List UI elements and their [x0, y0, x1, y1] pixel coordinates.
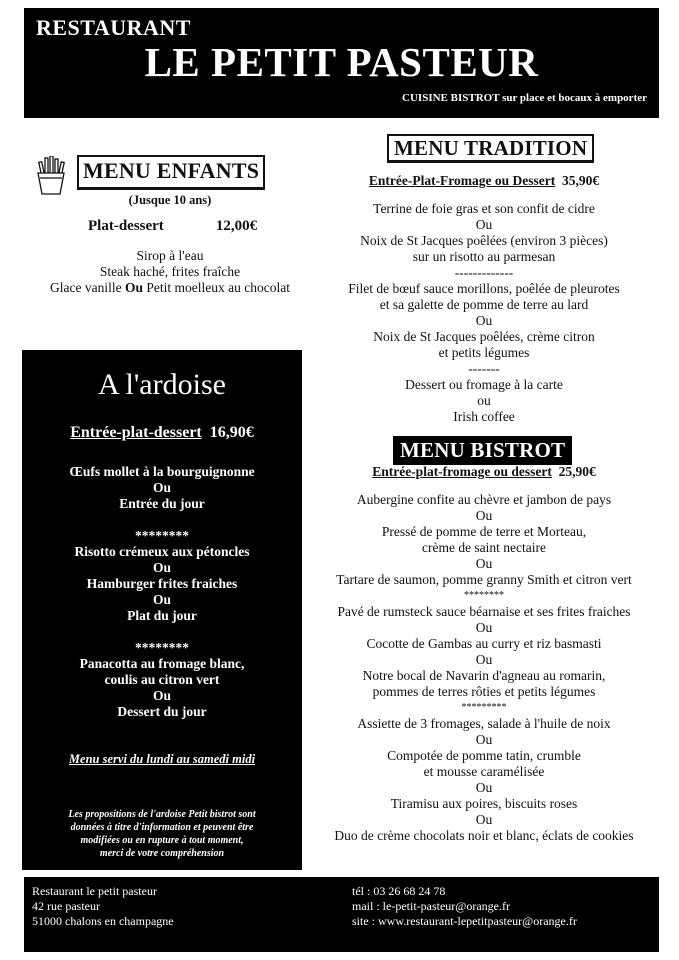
- ardoise-service-note: Menu servi du lundi au samedi midi: [68, 752, 256, 766]
- menu-item: Sirop à l'eau: [136, 248, 204, 263]
- menu-bistrot-items: [326, 492, 642, 844]
- ardoise-panel: [22, 350, 302, 870]
- footer-banner: [24, 877, 659, 952]
- menu-bistrot-title: MENU BISTROT: [393, 436, 572, 465]
- menu-line: Pavé de rumsteck sauce béarnaise et ses frites fraiches: [337, 604, 631, 619]
- menu-line: Tiramisu aux poires, biscuits roses: [390, 796, 578, 811]
- menu-line: Terrine de foie gras et son confit de cidre: [373, 201, 595, 216]
- menu-line: Irish coffee: [453, 409, 515, 424]
- menu-enfants-title: MENU ENFANTS: [77, 155, 265, 190]
- menu-separator: *********: [461, 702, 507, 713]
- ardoise-price-row: [22, 424, 302, 442]
- menu-line: ********: [135, 528, 189, 543]
- menu-line: Ou: [475, 780, 493, 795]
- menu-line: Ou: [475, 556, 493, 571]
- menu-line: et sa galette de pomme de terre au lard: [379, 297, 589, 312]
- disclaimer-line: Les propositions de l'ardoise Petit bistrot sont: [68, 809, 256, 820]
- ardoise-dishes: [22, 464, 302, 720]
- dessert-option-a: Glace vanille: [50, 280, 122, 295]
- menu-tradition-price-row: [326, 173, 642, 189]
- menu-line: Noix de St Jacques poêlées, crème citron: [373, 329, 595, 344]
- menu-item-dessert: [20, 280, 320, 296]
- menu-enfants-price: 12,00€: [215, 218, 258, 234]
- menu-line: Ou: [152, 688, 171, 703]
- menu-line: Ou: [152, 480, 171, 495]
- menu-item: Steak haché, frites fraîche: [99, 264, 241, 279]
- menu-line: coulis au citron vert: [104, 672, 220, 687]
- menu-line: Ou: [475, 508, 493, 523]
- menu-enfants-subtitle: (Jusque 10 ans): [128, 193, 212, 207]
- menu-line: Filet de bœuf sauce morillons, poêlée de pleurotes: [348, 281, 620, 296]
- menu-enfants-items: [20, 248, 320, 296]
- menu-line: Plat du jour: [127, 608, 197, 623]
- dessert-option-b: Petit moelleux au chocolat: [146, 280, 290, 295]
- menu-line: Ou: [475, 652, 493, 667]
- menu-line: Tartare de saumon, pomme granny Smith et citron vert: [336, 572, 632, 587]
- menu-line: Œufs mollet à la bourguignonne: [69, 464, 255, 479]
- ardoise-price: 16,90€: [209, 424, 254, 441]
- contact-website: site : www.restaurant-lepetitpasteur@orange.fr: [352, 914, 577, 928]
- menu-line: et mousse caramélisée: [423, 764, 545, 779]
- restaurant-name: LE PETIT PASTEUR: [144, 39, 539, 85]
- menu-bistrot-formula: Entrée-plat-fromage ou dessert: [372, 464, 552, 479]
- menu-line: Aubergine confite au chèvre et jambon de pays: [356, 492, 612, 507]
- menu-tradition-price: 35,90€: [562, 173, 600, 188]
- disclaimer-line: merci de votre compréhension: [99, 848, 225, 859]
- menu-line: Compotée de pomme tatin, crumble: [387, 748, 581, 763]
- disclaimer-line: données à titre d'information et peuvent être: [70, 822, 254, 833]
- menu-line: Ou: [475, 217, 493, 232]
- menu-line: Duo de crème chocolats noir et blanc, éclats de cookies: [334, 828, 634, 843]
- menu-line: Cocotte de Gambas au curry et riz basmasti: [366, 636, 602, 651]
- menu-line: ********: [135, 640, 189, 655]
- footer-address: [32, 884, 174, 929]
- footer-contact: [352, 884, 577, 929]
- menu-line: pommes de terres rôties et petits légumes: [372, 684, 596, 699]
- restaurant-tagline: CUISINE BISTROT sur place et bocaux à emporter: [402, 92, 647, 104]
- menu-line: Assiette de 3 fromages, salade à l'huile de noix: [357, 716, 611, 731]
- menu-line: Dessert du jour: [117, 704, 207, 719]
- menu-line: Ou: [475, 732, 493, 747]
- menu-line: Pressé de pomme de terre et Morteau,: [381, 524, 587, 539]
- menu-line: Ou: [475, 812, 493, 827]
- menu-separator: ********: [464, 590, 504, 601]
- menu-tradition-formula: Entrée-Plat-Fromage ou Dessert: [368, 173, 556, 188]
- menu-enfants-price-row: [88, 218, 257, 235]
- menu-line: Hamburger frites fraiches: [86, 576, 238, 591]
- menu-enfants-formula: Plat-dessert: [88, 218, 164, 234]
- menu-line: Panacotta au fromage blanc,: [79, 656, 245, 671]
- contact-phone: tél : 03 26 68 24 78: [352, 884, 446, 898]
- dessert-or: Ou: [124, 280, 143, 295]
- menu-line: crème de saint nectaire: [421, 540, 547, 555]
- address-line: Restaurant le petit pasteur: [32, 884, 157, 898]
- menu-line: Risotto crémeux aux pétoncles: [74, 544, 250, 559]
- header-banner: [24, 8, 659, 118]
- menu-tradition-title: MENU TRADITION: [387, 134, 594, 163]
- menu-line: Noix de St Jacques poêlées (environ 3 pièces): [360, 233, 608, 248]
- menu-line: et petits légumes: [438, 345, 530, 360]
- menu-line: Ou: [475, 313, 493, 328]
- menu-line: Ou: [152, 592, 171, 607]
- menu-line: Entrée du jour: [119, 496, 205, 511]
- menu-line: Notre bocal de Navarin d'agneau au romarin,: [362, 668, 606, 683]
- menu-bistrot-price-row: [326, 464, 642, 480]
- menu-tradition-items: [326, 201, 642, 425]
- menu-bistrot-price: 25,90€: [558, 464, 596, 479]
- french-fries-icon: [34, 156, 68, 196]
- address-line: 51000 chalons en champagne: [32, 914, 174, 928]
- menu-separator: -------: [468, 361, 500, 376]
- menu-line: ou: [477, 393, 491, 408]
- ardoise-formula: Entrée-plat-dessert: [70, 424, 202, 441]
- contact-email: mail : le-petit-pasteur@orange.fr: [352, 899, 510, 913]
- menu-line: Ou: [152, 560, 171, 575]
- restaurant-label: RESTAURANT: [36, 15, 191, 40]
- address-line: 42 rue pasteur: [32, 899, 100, 913]
- menu-line: Dessert ou fromage à la carte: [405, 377, 563, 392]
- menu-separator: -------------: [454, 265, 514, 280]
- disclaimer-line: modifiées ou en rupture à tout moment,: [80, 835, 244, 846]
- ardoise-title: A l'ardoise: [98, 368, 226, 401]
- ardoise-disclaimer: [40, 808, 284, 860]
- menu-line: Ou: [475, 620, 493, 635]
- menu-line: sur un risotto au parmesan: [412, 249, 556, 264]
